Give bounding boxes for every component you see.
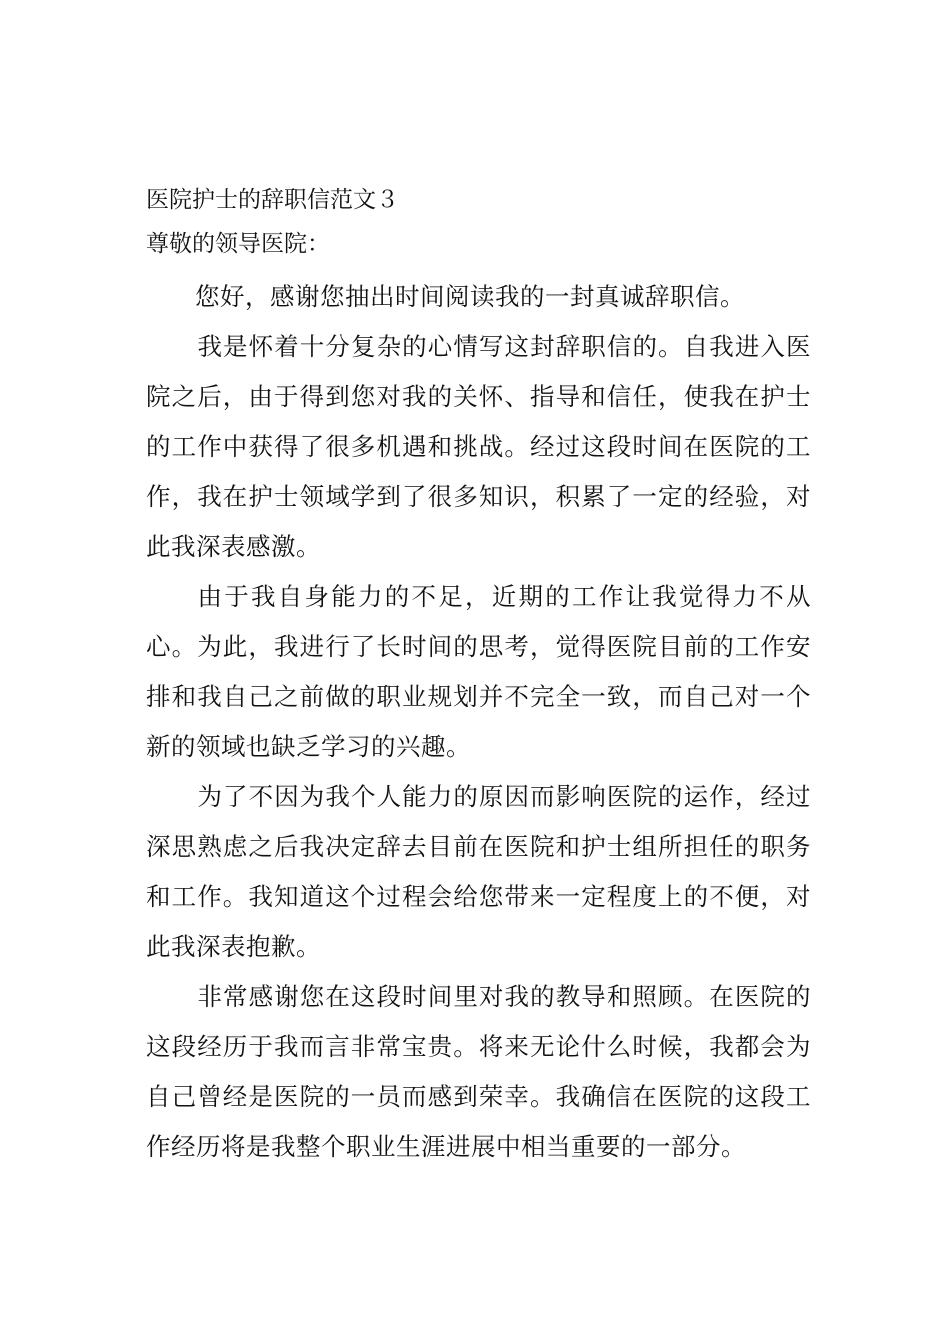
- document-page: [146, 178, 811, 1172]
- paragraph-gratitude: 我是怀着十分复杂的心情写这封辞职信的。自我进入医院之后，由于得到您对我的关怀、指导和信任，使我在护士的工作中获得了很多机遇和挑战。经过这段时间在医院的工作，我在护士领域学到了很多知识，积累了一定的经验，对此我深表感激。: [146, 332, 811, 561]
- paragraph-reason: 由于我自身能力的不足，近期的工作让我觉得力不从心。为此，我进行了长时间的思考，觉得医院目前的工作安排和我自己之前做的职业规划并不完全一致，而自己对一个新的领域也缺乏学习的兴趣。: [146, 582, 811, 761]
- paragraph-greeting: 您好，感谢您抽出时间阅读我的一封真诚辞职信。: [195, 282, 745, 311]
- document-title: 医院护士的辞职信范文３: [146, 187, 399, 213]
- letter-salutation: 尊敬的领导医院：: [146, 231, 330, 257]
- paragraph-decision: 为了不因为我个人能力的原因而影响医院的运作，经过深思熟虑之后我决定辞去目前在医院和护士组所担任的职务和工作。我知道这个过程会给您带来一定程度上的不便，对此我深表抱歉。: [146, 782, 811, 961]
- paragraph-thanks: 非常感谢您在这段时间里对我的教导和照顾。在医院的这段经历于我而言非常宝贵。将来无论什么时候，我都会为自己曾经是医院的一员而感到荣幸。我确信在医院的这段工作经历将是我整个职业生涯进展中相当重要的一部分。: [146, 982, 811, 1161]
